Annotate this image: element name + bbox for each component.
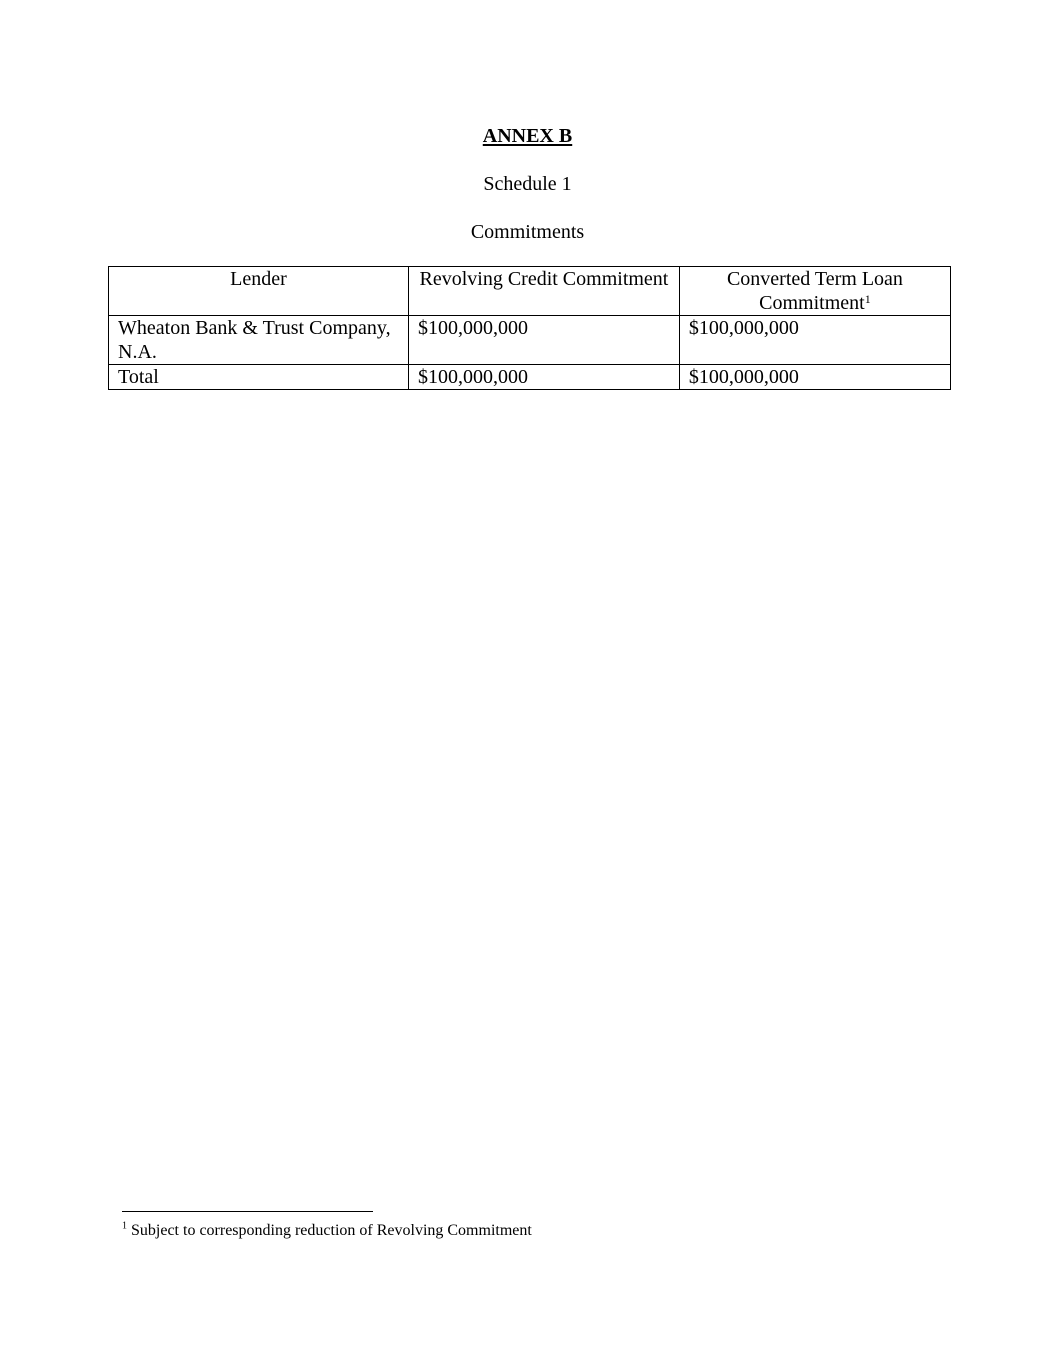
annex-title: ANNEX B [482,125,573,147]
revolving-cell: $100,000,000 [408,365,679,390]
table-row [109,316,951,365]
table-row-total [109,365,951,390]
converted-cell: $100,000,000 [679,316,950,365]
section-title: Commitments [470,221,585,243]
converted-cell: $100,000,000 [679,365,950,390]
footnote-marker: 1 [122,1220,127,1232]
lender-cell: Total [109,365,409,390]
table-header-row [109,267,951,316]
header-revolving-credit-commitment: Revolving Credit Commitment [408,267,679,316]
commitments-table [108,266,951,390]
footnote-divider [122,1211,373,1212]
schedule-title: Schedule 1 [483,173,572,195]
header-lender: Lender [109,267,409,316]
footnote-text: Subject to corresponding reduction of Revolving Commitment [131,1222,532,1239]
header-converted-term-loan-commitment [679,267,950,316]
revolving-cell: $100,000,000 [408,316,679,365]
footnote [122,1221,532,1241]
header-converted-label: Converted Term Loan Commitment [726,268,903,314]
lender-cell: Wheaton Bank & Trust Company, N.A. [109,316,409,365]
footnote-reference: 1 [864,292,871,307]
